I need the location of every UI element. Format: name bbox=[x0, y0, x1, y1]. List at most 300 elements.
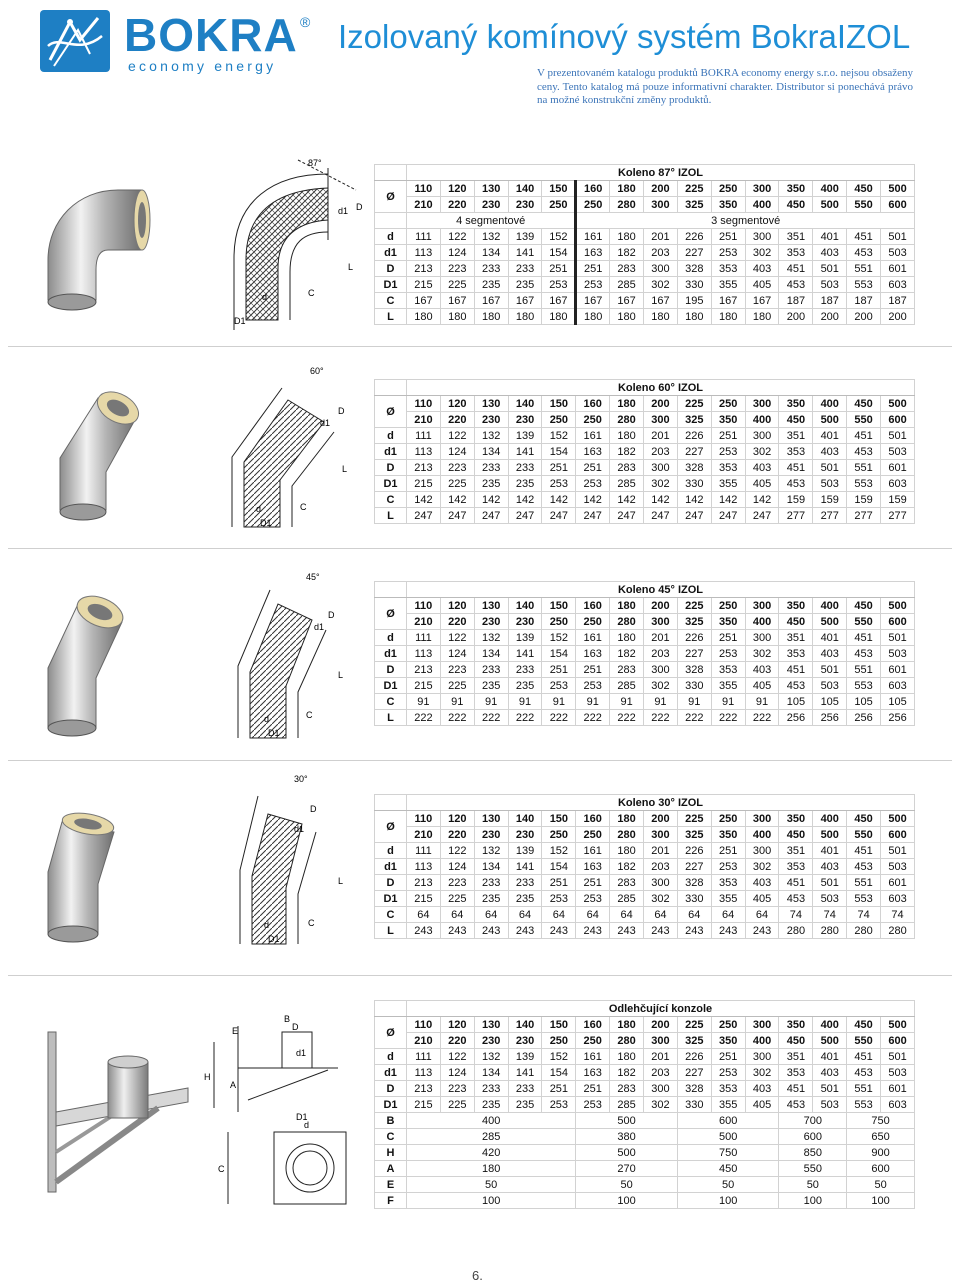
table-cell: 222 bbox=[407, 710, 441, 726]
table-cell: 160 bbox=[576, 181, 610, 197]
table-cell: 251 bbox=[711, 1049, 745, 1065]
table-cell: 350 bbox=[711, 614, 745, 630]
table-row bbox=[375, 1017, 915, 1033]
table-cell: 251 bbox=[576, 460, 610, 476]
table-row bbox=[375, 1049, 915, 1065]
table-cell: 161 bbox=[576, 428, 610, 444]
diameter-label: Ø bbox=[375, 811, 407, 843]
drawing-label: D bbox=[338, 406, 345, 416]
table-cell: 283 bbox=[610, 460, 644, 476]
table-cell: 201 bbox=[644, 229, 678, 245]
table-cell: 302 bbox=[745, 444, 779, 460]
table-cell: 141 bbox=[508, 1065, 542, 1081]
table-cell: 285 bbox=[407, 1129, 576, 1145]
elbow-45-figure bbox=[38, 568, 368, 743]
table-cell: 142 bbox=[542, 492, 576, 508]
table-cell: 74 bbox=[779, 907, 813, 923]
table-cell: 203 bbox=[644, 444, 678, 460]
diameter-label: Ø bbox=[375, 598, 407, 630]
table-cell: 163 bbox=[576, 859, 610, 875]
table-cell: 182 bbox=[610, 859, 644, 875]
table-cell: 180 bbox=[610, 630, 644, 646]
table-cell: 601 bbox=[881, 662, 915, 678]
table-row bbox=[375, 428, 915, 444]
row-label: d bbox=[375, 843, 407, 859]
table-cell: 203 bbox=[644, 1065, 678, 1081]
table-cell: 152 bbox=[542, 843, 576, 859]
row-label: D1 bbox=[375, 277, 407, 293]
drawing-label: A bbox=[230, 1080, 237, 1090]
table-cell: 247 bbox=[745, 508, 779, 524]
table-cell: 122 bbox=[440, 229, 474, 245]
table-cell: 300 bbox=[745, 843, 779, 859]
table-cell: 233 bbox=[508, 875, 542, 891]
table-cell: 227 bbox=[677, 245, 711, 261]
table-cell: 220 bbox=[440, 827, 474, 843]
table-cell: 251 bbox=[542, 460, 576, 476]
table-cell: 553 bbox=[847, 277, 881, 293]
table-cell: 350 bbox=[779, 396, 813, 412]
table-row bbox=[375, 843, 915, 859]
table-cell: 247 bbox=[576, 508, 610, 524]
table-row bbox=[375, 678, 915, 694]
table-cell: 182 bbox=[610, 646, 644, 662]
diameter-label: Ø bbox=[375, 1017, 407, 1049]
table-cell: 550 bbox=[847, 614, 881, 630]
table-cell: 451 bbox=[847, 843, 881, 859]
table-cell: 403 bbox=[745, 261, 779, 277]
table-cell: 222 bbox=[474, 710, 508, 726]
table-cell: 503 bbox=[881, 859, 915, 875]
table-cell: 195 bbox=[677, 293, 711, 309]
console-photo-and-drawing-icon bbox=[38, 1012, 368, 1217]
table-cell: 600 bbox=[881, 827, 915, 843]
table-cell: 330 bbox=[677, 476, 711, 492]
table-cell: 253 bbox=[576, 277, 610, 293]
table-cell: 302 bbox=[644, 891, 678, 907]
table-cell: 64 bbox=[677, 907, 711, 923]
table-cell: 120 bbox=[440, 181, 474, 197]
table-cell: 353 bbox=[711, 1081, 745, 1097]
table-cell: 180 bbox=[610, 229, 644, 245]
table-cell: 500 bbox=[813, 614, 847, 630]
table-cell: 280 bbox=[610, 197, 644, 213]
table-cell: 113 bbox=[407, 245, 441, 261]
row-label: d bbox=[375, 1049, 407, 1065]
table-cell: 220 bbox=[440, 614, 474, 630]
table-cell: 250 bbox=[711, 181, 745, 197]
table-cell: 140 bbox=[508, 1017, 542, 1033]
table-cell: 130 bbox=[474, 181, 508, 197]
table-cell: 300 bbox=[644, 197, 678, 213]
table-title: Koleno 87° IZOL bbox=[407, 165, 915, 181]
table-cell: 141 bbox=[508, 646, 542, 662]
table-cell: 450 bbox=[847, 181, 881, 197]
table-cell: 180 bbox=[407, 1161, 576, 1177]
drawing-label: d1 bbox=[320, 418, 331, 428]
drawing-angle-label: 60° bbox=[310, 366, 324, 376]
table-cell: 500 bbox=[813, 827, 847, 843]
table-cell: 330 bbox=[677, 1097, 711, 1113]
table-title: Koleno 60° IZOL bbox=[407, 380, 915, 396]
table-row bbox=[375, 1177, 915, 1193]
table-cell: 247 bbox=[711, 508, 745, 524]
table-cell: 353 bbox=[711, 460, 745, 476]
table-cell: 403 bbox=[813, 245, 847, 261]
table-cell: 226 bbox=[677, 843, 711, 859]
table-cell: 451 bbox=[847, 428, 881, 444]
console-table bbox=[374, 1000, 915, 1209]
table-cell: 180 bbox=[644, 309, 678, 325]
table-cell: 222 bbox=[508, 710, 542, 726]
table-cell: 141 bbox=[508, 245, 542, 261]
table-cell: 355 bbox=[711, 891, 745, 907]
table-cell: 405 bbox=[745, 277, 779, 293]
table-cell: 330 bbox=[677, 891, 711, 907]
table-cell: 124 bbox=[440, 646, 474, 662]
table-cell: 91 bbox=[677, 694, 711, 710]
table-corner bbox=[375, 213, 407, 229]
table-cell: 551 bbox=[847, 261, 881, 277]
table-cell: 222 bbox=[711, 710, 745, 726]
table-cell: 213 bbox=[407, 460, 441, 476]
table-cell: 503 bbox=[881, 1065, 915, 1081]
table-cell: 64 bbox=[576, 907, 610, 923]
table-cell: 600 bbox=[881, 412, 915, 428]
brand-name: BOKRA bbox=[124, 9, 298, 61]
table-cell: 900 bbox=[847, 1145, 915, 1161]
table-cell: 247 bbox=[677, 508, 711, 524]
table-cell: 300 bbox=[644, 1081, 678, 1097]
table-cell: 220 bbox=[440, 197, 474, 213]
table-cell: 235 bbox=[508, 1097, 542, 1113]
table-cell: 453 bbox=[779, 678, 813, 694]
elbow-87-figure bbox=[38, 150, 368, 330]
table-cell: 100 bbox=[576, 1193, 678, 1209]
table-cell: 501 bbox=[881, 229, 915, 245]
segments-left: 4 segmentové bbox=[407, 213, 576, 229]
table-cell: 167 bbox=[610, 293, 644, 309]
table-cell: 550 bbox=[847, 412, 881, 428]
table-row bbox=[375, 396, 915, 412]
table-cell: 500 bbox=[677, 1129, 779, 1145]
table-cell: 201 bbox=[644, 1049, 678, 1065]
table-cell: 180 bbox=[542, 309, 576, 325]
table-row bbox=[375, 1033, 915, 1049]
table-cell: 285 bbox=[610, 277, 644, 293]
table-cell: 213 bbox=[407, 875, 441, 891]
table-cell: 180 bbox=[576, 309, 610, 325]
table-cell: 601 bbox=[881, 1081, 915, 1097]
table-cell: 180 bbox=[407, 309, 441, 325]
table-cell: 251 bbox=[711, 428, 745, 444]
table-cell: 451 bbox=[779, 261, 813, 277]
table-cell: 251 bbox=[542, 662, 576, 678]
table-cell: 225 bbox=[440, 1097, 474, 1113]
table-cell: 353 bbox=[779, 646, 813, 662]
table-cell: 302 bbox=[644, 678, 678, 694]
table-cell: 450 bbox=[779, 197, 813, 213]
table-cell: 300 bbox=[644, 662, 678, 678]
table-cell: 226 bbox=[677, 229, 711, 245]
table-cell: 501 bbox=[881, 843, 915, 859]
table-cell: 167 bbox=[440, 293, 474, 309]
table-cell: 453 bbox=[779, 891, 813, 907]
table-cell: 139 bbox=[508, 630, 542, 646]
table-cell: 167 bbox=[644, 293, 678, 309]
table-row bbox=[375, 694, 915, 710]
console-figure bbox=[38, 1012, 368, 1217]
table-cell: 124 bbox=[440, 245, 474, 261]
table-row bbox=[375, 261, 915, 277]
table-cell: 64 bbox=[711, 907, 745, 923]
table-cell: 553 bbox=[847, 891, 881, 907]
table-cell: 243 bbox=[440, 923, 474, 939]
row-label: C bbox=[375, 492, 407, 508]
table-cell: 120 bbox=[440, 598, 474, 614]
table-cell: 213 bbox=[407, 1081, 441, 1097]
table-cell: 120 bbox=[440, 396, 474, 412]
row-label: D1 bbox=[375, 476, 407, 492]
table-cell: 601 bbox=[881, 875, 915, 891]
table-cell: 253 bbox=[711, 859, 745, 875]
table-cell: 247 bbox=[610, 508, 644, 524]
table-cell: 142 bbox=[745, 492, 779, 508]
table-cell: 210 bbox=[407, 412, 441, 428]
table-cell: 100 bbox=[847, 1193, 915, 1209]
table-cell: 450 bbox=[779, 827, 813, 843]
table-cell: 222 bbox=[440, 710, 474, 726]
table-cell: 142 bbox=[576, 492, 610, 508]
table-cell: 225 bbox=[440, 678, 474, 694]
table-cell: 253 bbox=[576, 1097, 610, 1113]
table-cell: 113 bbox=[407, 646, 441, 662]
table-cell: 64 bbox=[610, 907, 644, 923]
table-cell: 182 bbox=[610, 444, 644, 460]
table-cell: 302 bbox=[644, 476, 678, 492]
table-cell: 243 bbox=[711, 923, 745, 939]
table-row bbox=[375, 1145, 915, 1161]
table-cell: 200 bbox=[644, 598, 678, 614]
table-cell: 650 bbox=[847, 1129, 915, 1145]
table-cell: 215 bbox=[407, 891, 441, 907]
table-cell: 163 bbox=[576, 245, 610, 261]
table-cell: 150 bbox=[542, 181, 576, 197]
table-cell: 50 bbox=[407, 1177, 576, 1193]
table-cell: 280 bbox=[610, 614, 644, 630]
table-cell: 120 bbox=[440, 1017, 474, 1033]
table-cell: 91 bbox=[576, 694, 610, 710]
table-cell: 210 bbox=[407, 197, 441, 213]
table-cell: 160 bbox=[576, 598, 610, 614]
drawing-label: d bbox=[256, 504, 262, 514]
table-cell: 163 bbox=[576, 1065, 610, 1081]
table-cell: 350 bbox=[779, 811, 813, 827]
table-cell: 167 bbox=[474, 293, 508, 309]
table-cell: 300 bbox=[745, 598, 779, 614]
table-cell: 105 bbox=[881, 694, 915, 710]
table-cell: 64 bbox=[508, 907, 542, 923]
table-cell: 233 bbox=[508, 662, 542, 678]
table-cell: 100 bbox=[779, 1193, 847, 1209]
table-row bbox=[375, 614, 915, 630]
table-cell: 235 bbox=[508, 277, 542, 293]
table-cell: 250 bbox=[576, 197, 610, 213]
table-cell: 160 bbox=[576, 811, 610, 827]
table-row bbox=[375, 492, 915, 508]
table-cell: 160 bbox=[576, 1017, 610, 1033]
table-cell: 235 bbox=[508, 891, 542, 907]
table-cell: 225 bbox=[677, 181, 711, 197]
table-cell: 501 bbox=[881, 1049, 915, 1065]
table-cell: 200 bbox=[644, 396, 678, 412]
table-cell: 247 bbox=[440, 508, 474, 524]
drawing-label: C bbox=[308, 918, 315, 928]
table-cell: 220 bbox=[440, 1033, 474, 1049]
table-cell: 451 bbox=[779, 875, 813, 891]
elbow-30-figure bbox=[38, 772, 368, 952]
table-cell: 160 bbox=[576, 396, 610, 412]
table-cell: 600 bbox=[881, 1033, 915, 1049]
table-cell: 300 bbox=[644, 412, 678, 428]
table-cell: 215 bbox=[407, 277, 441, 293]
row-label: C bbox=[375, 293, 407, 309]
table-cell: 142 bbox=[440, 492, 474, 508]
table-cell: 180 bbox=[610, 428, 644, 444]
drawing-label: D bbox=[292, 1022, 299, 1032]
drawing-label: d1 bbox=[338, 206, 349, 216]
table-row bbox=[375, 598, 915, 614]
table-row bbox=[375, 811, 915, 827]
table-cell: 132 bbox=[474, 1049, 508, 1065]
table-cell: 154 bbox=[542, 444, 576, 460]
table-cell: 283 bbox=[610, 261, 644, 277]
table-cell: 351 bbox=[779, 1049, 813, 1065]
table-cell: 250 bbox=[711, 598, 745, 614]
table-cell: 110 bbox=[407, 1017, 441, 1033]
table-cell: 159 bbox=[813, 492, 847, 508]
table-row bbox=[375, 245, 915, 261]
table-cell: 453 bbox=[847, 1065, 881, 1081]
table-cell: 110 bbox=[407, 598, 441, 614]
table-cell: 501 bbox=[813, 875, 847, 891]
table-cell: 111 bbox=[407, 229, 441, 245]
table-cell: 140 bbox=[508, 396, 542, 412]
table-cell: 64 bbox=[440, 907, 474, 923]
table-cell: 132 bbox=[474, 229, 508, 245]
table-cell: 130 bbox=[474, 1017, 508, 1033]
table-cell: 500 bbox=[881, 811, 915, 827]
table-cell: 225 bbox=[440, 891, 474, 907]
table-cell: 180 bbox=[610, 396, 644, 412]
table-cell: 203 bbox=[644, 646, 678, 662]
table-title: Odlehčující konzole bbox=[407, 1001, 915, 1017]
table-cell: 180 bbox=[610, 811, 644, 827]
table-cell: 325 bbox=[677, 827, 711, 843]
table-cell: 450 bbox=[779, 614, 813, 630]
table-cell: 50 bbox=[576, 1177, 678, 1193]
table-cell: 277 bbox=[813, 508, 847, 524]
table-cell: 283 bbox=[610, 1081, 644, 1097]
table-cell: 182 bbox=[610, 245, 644, 261]
segments-right: 3 segmentové bbox=[576, 213, 915, 229]
row-label: D1 bbox=[375, 678, 407, 694]
table-cell: 210 bbox=[407, 614, 441, 630]
elbow-photo-and-drawing-icon bbox=[38, 150, 368, 330]
table-cell: 134 bbox=[474, 859, 508, 875]
table-cell: 64 bbox=[542, 907, 576, 923]
table-title: Koleno 45° IZOL bbox=[407, 582, 915, 598]
table-cell: 50 bbox=[847, 1177, 915, 1193]
table-cell: 124 bbox=[440, 859, 474, 875]
table-cell: 285 bbox=[610, 1097, 644, 1113]
table-cell: 302 bbox=[644, 1097, 678, 1113]
table-cell: 250 bbox=[542, 614, 576, 630]
table-cell: 139 bbox=[508, 428, 542, 444]
table-cell: 250 bbox=[711, 811, 745, 827]
drawing-label: d1 bbox=[296, 1048, 307, 1058]
table-cell: 353 bbox=[779, 444, 813, 460]
table-row bbox=[375, 1113, 915, 1129]
table-cell: 325 bbox=[677, 412, 711, 428]
table-cell: 850 bbox=[779, 1145, 847, 1161]
table-cell: 251 bbox=[576, 1081, 610, 1097]
table-cell: 451 bbox=[847, 229, 881, 245]
table-cell: 405 bbox=[745, 891, 779, 907]
table-cell: 233 bbox=[474, 875, 508, 891]
table-cell: 180 bbox=[677, 309, 711, 325]
table-cell: 167 bbox=[407, 293, 441, 309]
table-cell: 400 bbox=[813, 396, 847, 412]
table-cell: 154 bbox=[542, 1065, 576, 1081]
table-cell: 500 bbox=[576, 1113, 678, 1129]
row-label: D bbox=[375, 662, 407, 678]
table-cell: 247 bbox=[508, 508, 542, 524]
table-cell: 350 bbox=[711, 197, 745, 213]
diameter-label: Ø bbox=[375, 181, 407, 213]
table-cell: 222 bbox=[610, 710, 644, 726]
table-cell: 140 bbox=[508, 181, 542, 197]
table-cell: 403 bbox=[745, 460, 779, 476]
drawing-label: C bbox=[306, 710, 313, 720]
table-cell: 222 bbox=[576, 710, 610, 726]
table-cell: 600 bbox=[847, 1161, 915, 1177]
table-cell: 227 bbox=[677, 444, 711, 460]
table-cell: 163 bbox=[576, 646, 610, 662]
table-cell: 550 bbox=[779, 1161, 847, 1177]
table-cell: 233 bbox=[508, 460, 542, 476]
table-row bbox=[375, 1161, 915, 1177]
table-cell: 251 bbox=[576, 261, 610, 277]
table-cell: 225 bbox=[677, 396, 711, 412]
table-cell: 243 bbox=[610, 923, 644, 939]
drawing-label: D1 bbox=[296, 1112, 308, 1122]
table-cell: 223 bbox=[440, 1081, 474, 1097]
table-cell: 250 bbox=[542, 827, 576, 843]
row-label: D bbox=[375, 460, 407, 476]
table-cell: 453 bbox=[847, 859, 881, 875]
table-cell: 167 bbox=[711, 293, 745, 309]
table-cell: 74 bbox=[881, 907, 915, 923]
table-cell: 225 bbox=[677, 1017, 711, 1033]
table-cell: 251 bbox=[711, 630, 745, 646]
table-cell: 400 bbox=[745, 197, 779, 213]
table-cell: 453 bbox=[847, 245, 881, 261]
table-cell: 251 bbox=[576, 662, 610, 678]
table-cell: 187 bbox=[881, 293, 915, 309]
table-cell: 233 bbox=[474, 1081, 508, 1097]
table-cell: 450 bbox=[847, 811, 881, 827]
